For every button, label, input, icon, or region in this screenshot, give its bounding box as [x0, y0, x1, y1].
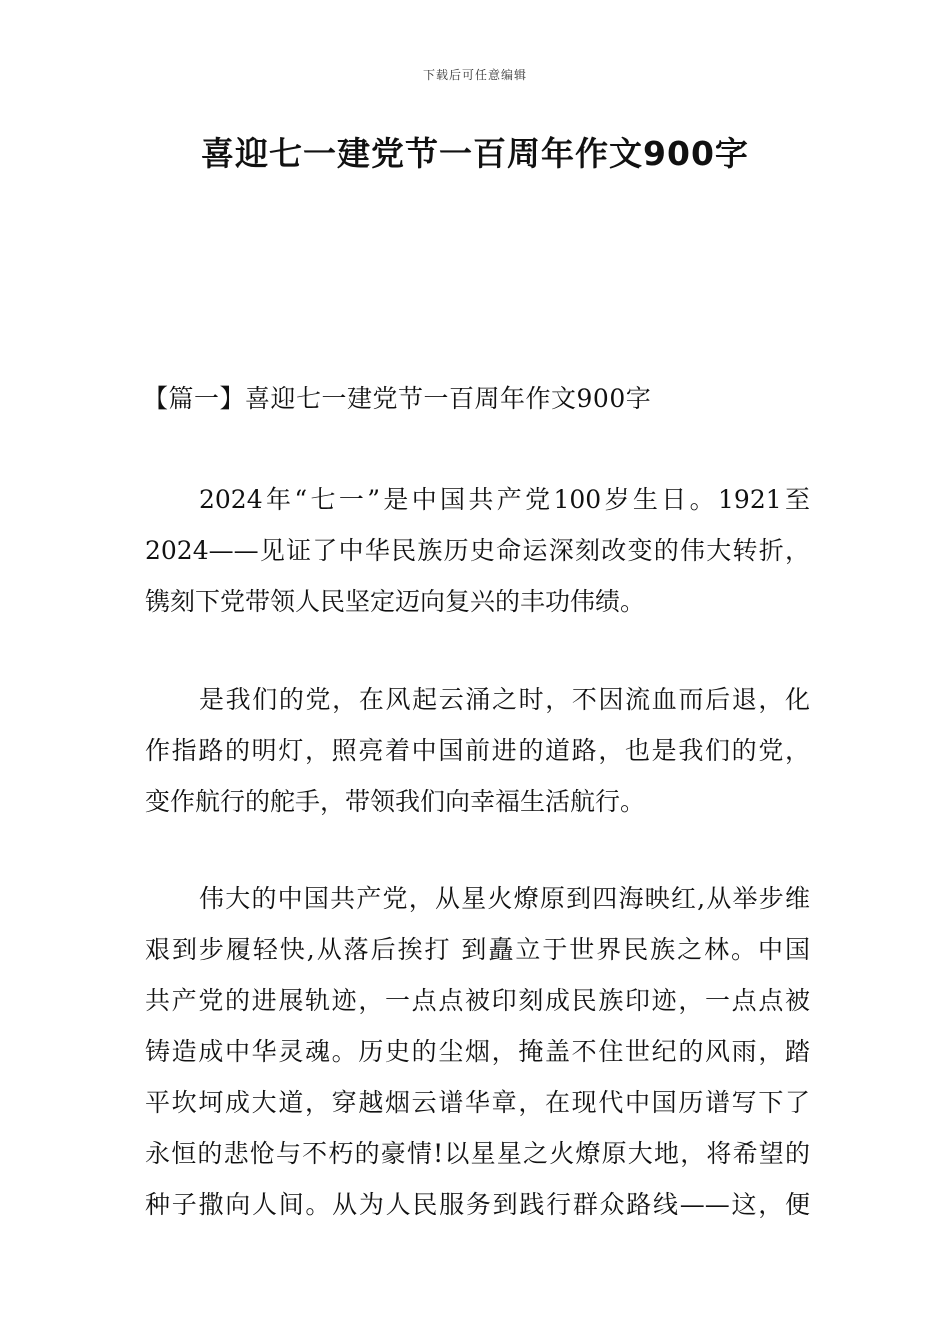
header-note: 下载后可任意编辑: [422, 68, 527, 82]
paragraph-line: 伟大的中国共产党，从星火燎原到四海映红,从举步维: [199, 884, 810, 913]
section-heading: 【篇一】喜迎七一建党节一百周年作文900字: [143, 384, 652, 413]
paragraph-line: 艰到步履轻快,从落后挨打 到矗立于世界民族之林。中国: [145, 935, 810, 964]
paragraph-line: 平坎坷成大道，穿越烟云谱华章，在现代中国历谱写下了: [145, 1088, 810, 1117]
paragraph-2: [145, 674, 810, 827]
paragraph-line: 镌刻下党带领人民坚定迈向复兴的丰功伟绩。: [145, 587, 646, 616]
paragraph-line: 变作航行的舵手，带领我们向幸福生活航行。: [145, 787, 646, 816]
paragraph-line: 是我们的党，在风起云涌之时，不因流血而后退，化: [199, 685, 810, 714]
paragraph-line: 共产党的进展轨迹，一点点被印刻成民族印迹，一点点被: [145, 986, 810, 1015]
paragraph-3: [145, 873, 810, 1230]
paragraph-line: 2024年“七一”是中国共产党100岁生日。1921至: [199, 485, 810, 514]
paragraph-line: 永恒的悲怆与不朽的豪情!以星星之火燎原大地，将希望的: [145, 1139, 810, 1168]
paragraph-1: [145, 474, 810, 627]
paragraph-line: 2024——见证了中华民族历史命运深刻改变的伟大转折，: [145, 536, 810, 565]
document-title: 喜迎七一建党节一百周年作文900字: [201, 134, 749, 173]
paragraph-line: 种子撒向人间。从为人民服务到践行群众路线——这，便: [145, 1190, 810, 1219]
paragraph-line: 作指路的明灯，照亮着中国前进的道路，也是我们的党，: [145, 736, 810, 765]
paragraph-line: 铸造成中华灵魂。历史的尘烟，掩盖不住世纪的风雨，踏: [145, 1037, 810, 1066]
